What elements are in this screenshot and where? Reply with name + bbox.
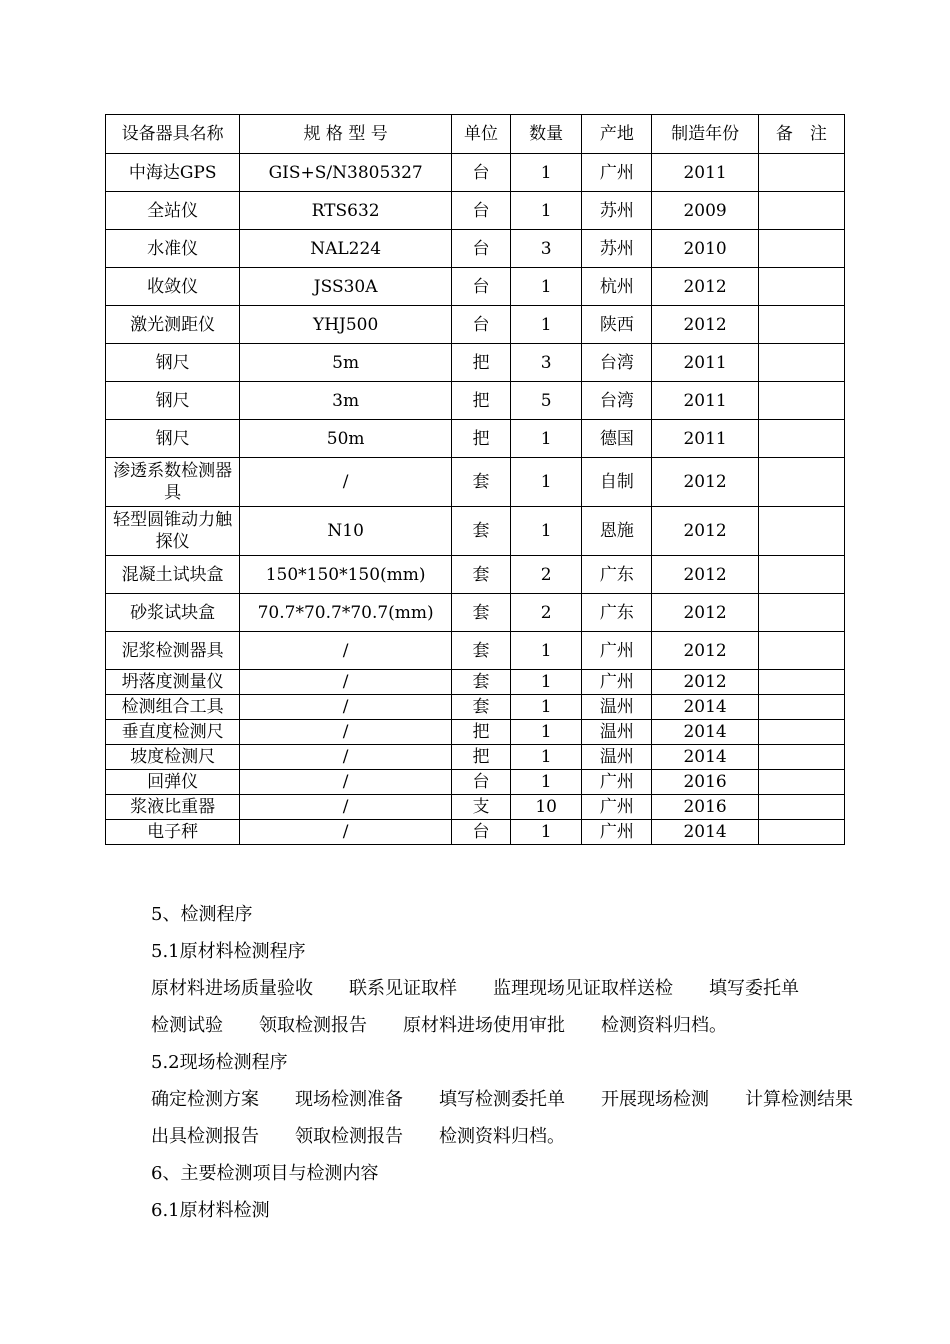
cell-origin: 广东	[582, 556, 652, 594]
cell-unit: 套	[451, 594, 510, 632]
table-row	[106, 632, 845, 670]
cell-qty: 1	[511, 770, 582, 795]
cell-qty: 1	[511, 507, 582, 556]
cell-note	[758, 154, 844, 192]
cell-model: /	[240, 795, 452, 820]
cell-qty: 1	[511, 670, 582, 695]
table-row	[106, 344, 845, 382]
cell-name: 激光测距仪	[106, 306, 240, 344]
cell-origin: 温州	[582, 695, 652, 720]
cell-year: 2011	[652, 154, 758, 192]
cell-origin: 德国	[582, 420, 652, 458]
table-row	[106, 670, 845, 695]
cell-unit: 把	[451, 420, 510, 458]
cell-note	[758, 507, 844, 556]
cell-origin: 广州	[582, 770, 652, 795]
cell-note	[758, 695, 844, 720]
cell-qty: 1	[511, 154, 582, 192]
cell-qty: 2	[511, 556, 582, 594]
cell-model: /	[240, 770, 452, 795]
section-5-1-heading: 5.1原材料检测程序	[151, 941, 306, 962]
cell-model: GIS+S/N3805327	[240, 154, 452, 192]
procedure-step: 检测资料归档。	[601, 1015, 727, 1036]
procedure-step: 现场检测准备	[295, 1089, 403, 1110]
cell-model: RTS632	[240, 192, 452, 230]
cell-note	[758, 720, 844, 745]
cell-name: 泥浆检测器具	[106, 632, 240, 670]
cell-origin: 苏州	[582, 192, 652, 230]
cell-qty: 1	[511, 192, 582, 230]
cell-unit: 台	[451, 770, 510, 795]
cell-note	[758, 230, 844, 268]
cell-model: 3m	[240, 382, 452, 420]
section-6-1-heading: 6.1原材料检测	[151, 1200, 270, 1221]
cell-unit: 台	[451, 306, 510, 344]
cell-unit: 把	[451, 344, 510, 382]
procedure-step: 领取检测报告	[295, 1126, 403, 1147]
cell-name: 全站仪	[106, 192, 240, 230]
section-5-2-heading: 5.2现场检测程序	[151, 1052, 288, 1073]
header-note: 备 注	[758, 115, 844, 154]
procedure-step: 联系见证取样	[349, 978, 457, 999]
cell-name: 坍落度测量仪	[106, 670, 240, 695]
cell-note	[758, 306, 844, 344]
cell-unit: 套	[451, 507, 510, 556]
cell-origin: 广州	[582, 670, 652, 695]
cell-unit: 套	[451, 458, 510, 507]
cell-model: JSS30A	[240, 268, 452, 306]
cell-name: 检测组合工具	[106, 695, 240, 720]
cell-qty: 10	[511, 795, 582, 820]
cell-year: 2012	[652, 458, 758, 507]
table-row	[106, 695, 845, 720]
table-row	[106, 306, 845, 344]
header-qty: 数量	[511, 115, 582, 154]
cell-origin: 杭州	[582, 268, 652, 306]
procedure-step: 检测试验	[151, 1015, 223, 1036]
cell-unit: 套	[451, 556, 510, 594]
cell-year: 2012	[652, 632, 758, 670]
cell-unit: 把	[451, 745, 510, 770]
cell-year: 2012	[652, 670, 758, 695]
cell-name: 钢尺	[106, 344, 240, 382]
cell-year: 2014	[652, 695, 758, 720]
equipment-table	[105, 114, 845, 845]
cell-year: 2010	[652, 230, 758, 268]
table-row	[106, 770, 845, 795]
section-5-1-procedure	[115, 970, 876, 1044]
cell-origin: 广东	[582, 594, 652, 632]
cell-unit: 套	[451, 695, 510, 720]
table-row	[106, 507, 845, 556]
cell-name: 轻型圆锥动力触探仪	[106, 507, 240, 556]
cell-note	[758, 594, 844, 632]
cell-model: /	[240, 670, 452, 695]
cell-qty: 1	[511, 720, 582, 745]
cell-unit: 台	[451, 820, 510, 845]
cell-origin: 台湾	[582, 344, 652, 382]
cell-model: /	[240, 695, 452, 720]
cell-unit: 台	[451, 192, 510, 230]
cell-qty: 1	[511, 745, 582, 770]
section-5-2-procedure	[115, 1081, 876, 1155]
cell-model: 150*150*150(mm)	[240, 556, 452, 594]
cell-origin: 温州	[582, 720, 652, 745]
cell-origin: 台湾	[582, 382, 652, 420]
cell-name: 中海达GPS	[106, 154, 240, 192]
table-row	[106, 594, 845, 632]
procedure-step: 检测资料归档。	[439, 1126, 565, 1147]
cell-origin: 苏州	[582, 230, 652, 268]
cell-name: 钢尺	[106, 382, 240, 420]
cell-model: N10	[240, 507, 452, 556]
cell-origin: 广州	[582, 154, 652, 192]
cell-qty: 1	[511, 458, 582, 507]
cell-qty: 1	[511, 268, 582, 306]
header-year: 制造年份	[652, 115, 758, 154]
cell-qty: 1	[511, 695, 582, 720]
cell-year: 2016	[652, 770, 758, 795]
cell-unit: 套	[451, 670, 510, 695]
header-origin: 产地	[582, 115, 652, 154]
table-row	[106, 154, 845, 192]
cell-year: 2014	[652, 745, 758, 770]
procedure-step: 开展现场检测	[601, 1089, 709, 1110]
cell-model: /	[240, 820, 452, 845]
cell-model: /	[240, 720, 452, 745]
cell-qty: 1	[511, 820, 582, 845]
cell-name: 回弹仪	[106, 770, 240, 795]
cell-name: 渗透系数检测器具	[106, 458, 240, 507]
cell-year: 2012	[652, 594, 758, 632]
procedure-step: 确定检测方案	[151, 1089, 259, 1110]
cell-note	[758, 382, 844, 420]
cell-note	[758, 632, 844, 670]
cell-qty: 3	[511, 230, 582, 268]
table-row	[106, 382, 845, 420]
table-row	[106, 720, 845, 745]
cell-note	[758, 556, 844, 594]
procedure-step: 原材料进场使用审批	[403, 1015, 565, 1036]
header-model: 规 格 型 号	[240, 115, 452, 154]
procedure-step: 填写检测委托单	[439, 1089, 565, 1110]
cell-note	[758, 745, 844, 770]
cell-unit: 台	[451, 268, 510, 306]
cell-name: 浆液比重器	[106, 795, 240, 820]
table-row	[106, 556, 845, 594]
cell-origin: 陕西	[582, 306, 652, 344]
header-unit: 单位	[451, 115, 510, 154]
cell-name: 水准仪	[106, 230, 240, 268]
table-row	[106, 795, 845, 820]
cell-year: 2009	[652, 192, 758, 230]
procedure-step: 填写委托单	[709, 978, 799, 999]
cell-year: 2011	[652, 382, 758, 420]
cell-note	[758, 268, 844, 306]
cell-model: 70.7*70.7*70.7(mm)	[240, 594, 452, 632]
cell-note	[758, 458, 844, 507]
cell-model: /	[240, 632, 452, 670]
section-5-heading: 5、检测程序	[151, 904, 253, 925]
cell-note	[758, 192, 844, 230]
cell-model: NAL224	[240, 230, 452, 268]
cell-unit: 套	[451, 632, 510, 670]
cell-origin: 温州	[582, 745, 652, 770]
cell-unit: 台	[451, 230, 510, 268]
cell-unit: 把	[451, 720, 510, 745]
cell-origin: 自制	[582, 458, 652, 507]
cell-unit: 把	[451, 382, 510, 420]
table-row	[106, 420, 845, 458]
cell-name: 电子秤	[106, 820, 240, 845]
cell-unit: 支	[451, 795, 510, 820]
table-row	[106, 192, 845, 230]
cell-model: 50m	[240, 420, 452, 458]
cell-note	[758, 344, 844, 382]
table-row	[106, 268, 845, 306]
header-name: 设备器具名称	[106, 115, 240, 154]
table-row	[106, 745, 845, 770]
cell-year: 2012	[652, 507, 758, 556]
cell-year: 2011	[652, 344, 758, 382]
cell-name: 坡度检测尺	[106, 745, 240, 770]
cell-year: 2012	[652, 268, 758, 306]
cell-note	[758, 795, 844, 820]
cell-year: 2014	[652, 820, 758, 845]
procedure-step: 监理现场见证取样送检	[493, 978, 673, 999]
table-row	[106, 230, 845, 268]
cell-note	[758, 670, 844, 695]
table-header-row	[106, 115, 845, 154]
cell-qty: 1	[511, 632, 582, 670]
procedure-step: 领取检测报告	[259, 1015, 367, 1036]
cell-origin: 恩施	[582, 507, 652, 556]
cell-year: 2012	[652, 306, 758, 344]
procedure-step: 出具检测报告	[151, 1126, 259, 1147]
cell-note	[758, 770, 844, 795]
procedure-step: 原材料进场质量验收	[151, 978, 313, 999]
section-6-heading: 6、主要检测项目与检测内容	[151, 1163, 379, 1184]
table-row	[106, 458, 845, 507]
cell-model: YHJ500	[240, 306, 452, 344]
cell-qty: 3	[511, 344, 582, 382]
cell-name: 混凝土试块盒	[106, 556, 240, 594]
cell-qty: 2	[511, 594, 582, 632]
cell-model: 5m	[240, 344, 452, 382]
cell-year: 2011	[652, 420, 758, 458]
cell-qty: 5	[511, 382, 582, 420]
cell-year: 2014	[652, 720, 758, 745]
cell-qty: 1	[511, 306, 582, 344]
cell-model: /	[240, 458, 452, 507]
table-body	[106, 154, 845, 845]
cell-qty: 1	[511, 420, 582, 458]
cell-name: 砂浆试块盒	[106, 594, 240, 632]
procedure-step: 计算检测结果	[745, 1089, 853, 1110]
table-row	[106, 820, 845, 845]
cell-origin: 广州	[582, 632, 652, 670]
cell-origin: 广州	[582, 795, 652, 820]
cell-year: 2012	[652, 556, 758, 594]
cell-name: 收敛仪	[106, 268, 240, 306]
cell-unit: 台	[451, 154, 510, 192]
cell-model: /	[240, 745, 452, 770]
cell-origin: 广州	[582, 820, 652, 845]
cell-name: 垂直度检测尺	[106, 720, 240, 745]
cell-year: 2016	[652, 795, 758, 820]
cell-name: 钢尺	[106, 420, 240, 458]
cell-note	[758, 820, 844, 845]
cell-note	[758, 420, 844, 458]
